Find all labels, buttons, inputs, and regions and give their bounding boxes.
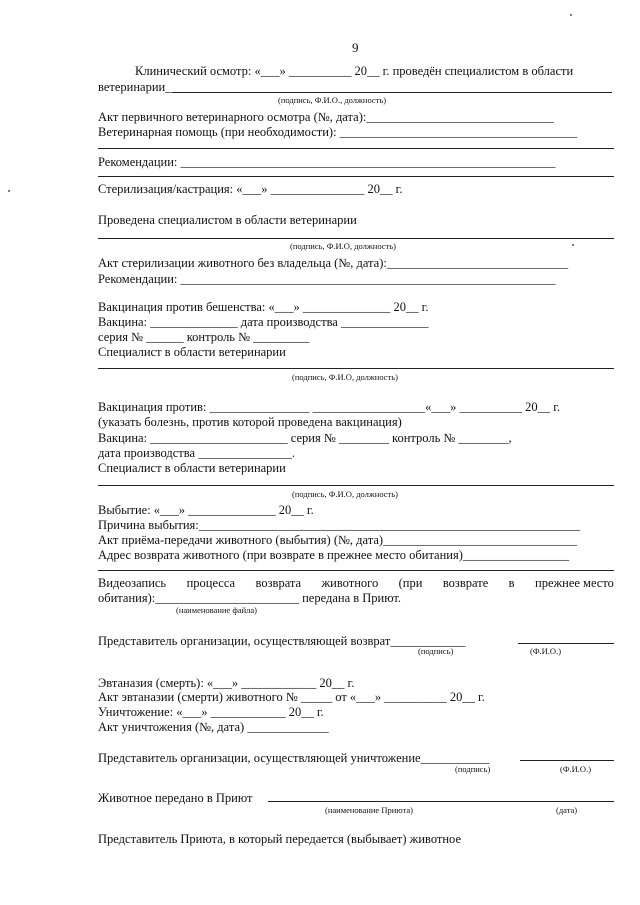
scan-speck <box>570 14 572 16</box>
destruction-representative: Представитель организации, осуществляющей уничтожение___________ <box>98 751 490 765</box>
signature-caption: (подпись, Ф.И.О., должность) <box>278 95 387 105</box>
departure-line: Выбытие: «___» ______________ 20__ г. <box>98 503 314 517</box>
name-line[interactable] <box>518 643 614 644</box>
signature-line[interactable] <box>98 485 614 486</box>
signature-caption: (подпись) <box>418 646 454 656</box>
signature-caption: (подпись, Ф.И.О, должность) <box>292 372 398 382</box>
sterilization-act: Акт стерилизации животного без владельца (№, дата):_____________________________ <box>98 256 569 270</box>
page-number: 9 <box>352 40 359 55</box>
return-address: Адрес возврата животного (при возврате в прежнее место обитания)_________________ <box>98 548 570 562</box>
signature-caption: (подпись, Ф.И.О, должность) <box>290 241 396 251</box>
scan-speck <box>8 190 10 192</box>
vet-specialist-label: Специалист в области ветеринарии <box>98 461 286 475</box>
departure-reason: Причина выбытия:_____________________________________________________________ <box>98 518 580 532</box>
transfer-act: Акт приёма-передачи животного (выбытия) (№, дата)_______________________________ <box>98 533 577 547</box>
shelter-name-caption: (наименование Приюта) <box>325 805 413 815</box>
fio-caption: (Ф.И.О.) <box>560 764 592 774</box>
recommendations-label: Рекомендации: ____________________________________________________________ <box>98 155 556 169</box>
vaccine-series-line: Вакцина: ______________________ серия № ________ контроль № ________, <box>98 431 512 445</box>
primary-exam-act: Акт первичного ветеринарного осмотра (№, дата):______________________________ <box>98 110 554 124</box>
destruction-act: Акт уничтожения (№, дата) _____________ <box>98 720 329 734</box>
euthanasia-line: Эвтаназия (смерть): «___» ____________ 20__ г. <box>98 676 355 690</box>
signature-line[interactable] <box>98 238 614 239</box>
vaccination-against-line: Вакцинация против: ________________ __________________«___» __________ 20__ г. <box>98 400 561 414</box>
destruction-line: Уничтожение: «___» ____________ 20__ г. <box>98 705 324 719</box>
vet-help-label: Ветеринарная помощь (при необходимости): ______________________________________ <box>98 125 578 139</box>
production-date-line: дата производства _______________. <box>98 446 296 460</box>
fio-caption: (Ф.И.О.) <box>530 646 562 656</box>
shelter-representative: Представитель Приюта, в который передается (выбывает) животное <box>98 832 462 846</box>
recommendations-label: Рекомендации: ____________________________________________________________ <box>98 272 556 286</box>
sterilization-line: Стерилизация/кастрация: «___» _______________ 20__ г. <box>98 182 403 196</box>
blank-line[interactable] <box>98 176 614 177</box>
vaccination-disease-note: (указать болезнь, против которой проведена вакцинация) <box>98 415 402 429</box>
shelter-transfer-line: Животное передано в Приют <box>98 791 253 805</box>
blank-line[interactable] <box>98 570 614 571</box>
name-line[interactable] <box>520 760 614 761</box>
signature-line[interactable] <box>98 368 614 369</box>
signature-line[interactable] <box>172 92 612 93</box>
series-control-line: серия № ______ контроль № _________ <box>98 330 310 344</box>
rabies-vaccination-line: Вакцинация против бешенства: «___» ______________ 20__ г. <box>98 300 429 314</box>
vet-specialist-label: Специалист в области ветеринарии <box>98 345 286 359</box>
clinical-exam-veterinary: ветеринарии_ <box>98 80 172 94</box>
scan-speck <box>572 244 574 246</box>
blank-line[interactable] <box>98 148 614 149</box>
file-name-caption: (наименование файла) <box>176 605 257 615</box>
vaccine-line: Вакцина: ______________ дата производства ______________ <box>98 315 429 329</box>
video-record-line-2: обитания):_______________________ передана в Приют. <box>98 591 402 605</box>
sterilization-done-by: Проведена специалистом в области ветеринарии <box>98 213 357 227</box>
shelter-name-line[interactable] <box>268 801 614 802</box>
signature-caption: (подпись) <box>455 764 491 774</box>
date-caption: (дата) <box>556 805 578 815</box>
return-representative: Представитель организации, осуществляющей возврат____________ <box>98 634 466 648</box>
signature-caption: (подпись, Ф.И.О, должность) <box>292 489 398 499</box>
video-record-line: Видеозапись процесса возврата животного (при возврате в прежнее место <box>98 576 614 590</box>
euthanasia-act: Акт эвтаназии (смерти) животного № _____ от «___» __________ 20__ г. <box>98 690 485 704</box>
clinical-exam-line: Клинический осмотр: «___» __________ 20__ г. проведён специалистом в области <box>135 64 574 78</box>
